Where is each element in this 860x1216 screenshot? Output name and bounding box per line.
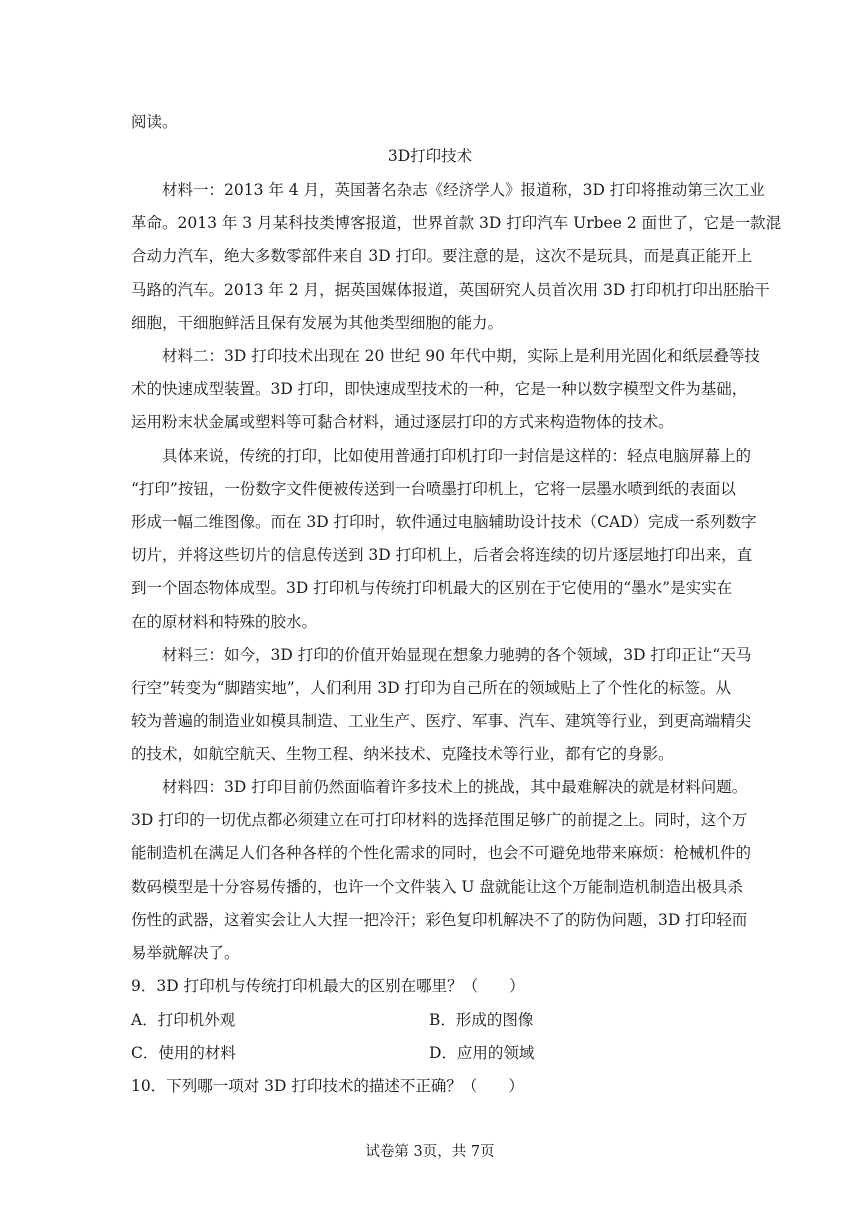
text-line: 细胞，干细胞鲜活且保有发展为其他类型细胞的能力。 — [131, 314, 504, 332]
text-line: 合动力汽车，绝大多数零部件来自 3D 打印。要注意的是，这次不是玩具，而是真正能开上 — [131, 247, 753, 265]
text-line: 较为普遍的制造业如模具制造、工业生产、医疗、军事、汽车、建筑等行业，到更高端精尖 — [131, 712, 752, 730]
text-line: 材料四：3D 打印目前仍然面临着许多技术上的挑战，其中最难解决的就是材料问题。 — [162, 778, 748, 796]
text-line: “打印”按钮，一份数字文件便被传送到一台喷墨打印机上，它将一层墨水喷到纸的表面以 — [131, 480, 736, 498]
text-line: 能制造机在满足人们各种各样的个性化需求的同时，也会不可避免地带来麻烦：枪械机件的 — [131, 844, 752, 862]
text-line: 具体来说，传统的打印，比如使用普通打印机打印一封信是这样的：轻点电脑屏幕上的 — [162, 447, 752, 465]
text-line: 运用粉末状金属或塑料等可黏合材料，通过逐层打印的方式来构造物体的技术。 — [131, 413, 674, 431]
page-footer: 试卷第 3页，共 7页 — [365, 1144, 495, 1160]
text-line: 伤性的武器，这着实会让人大捏一把冷汗；彩色复印机解决不了的防伪问题，3D 打印轻而 — [131, 911, 748, 929]
text-line: 数码模型是十分容易传播的，也许一个文件装入 U 盘就能让这个万能制造机制造出极具杀 — [131, 878, 743, 896]
question-stem: 10．下列哪一项对 3D 打印技术的描述不正确？（ ） — [131, 1077, 524, 1095]
option-a[interactable]: A．打印机外观 — [131, 1011, 236, 1029]
option-b[interactable]: B．形成的图像 — [429, 1011, 534, 1029]
text-line: 易举就解决了。 — [131, 944, 240, 962]
text-line: 的技术，如航空航天、生物工程、纳米技术、克隆技术等行业，都有它的身影。 — [131, 745, 674, 763]
text-line: 切片，并将这些切片的信息传送到 3D 打印机上，后者会将连续的切片逐层地打印出来，直 — [131, 546, 753, 564]
text-line: 材料二：3D 打印技术出现在 20 世纪 90 年代中期，实际上是利用光固化和纸层叠等技 — [162, 347, 760, 365]
text-line: 材料三：如今，3D 打印的价值开始显现在想象力驰骋的各个领域，3D 打印正让“天马 — [162, 646, 752, 664]
option-c[interactable]: C．使用的材料 — [131, 1044, 236, 1062]
option-d[interactable]: D．应用的领域 — [429, 1044, 535, 1062]
text-line: 到一个固态物体成型。3D 打印机与传统打印机最大的区别在于它使用的“墨水”是实实在 — [131, 579, 733, 597]
text-line: 马路的汽车。2013 年 2 月，据英国媒体报道，英国研究人员首次用 3D 打印机打印出胚胎干 — [131, 281, 770, 299]
text-line: 行空”转变为“脚踏实地”，人们利用 3D 打印为自己所在的领域贴上了个性化的标签。从 — [131, 679, 731, 697]
intro-text: 阅读。 — [131, 113, 178, 131]
text-line: 在的原材料和特殊的胶水。 — [131, 613, 318, 631]
text-line: 形成一幅二维图像。而在 3D 打印时，软件通过电脑辅助设计技术（CAD）完成一系列数字 — [131, 513, 757, 531]
text-line: 3D 打印的一切优点都必须建立在可打印材料的选择范围足够广的前提之上。同时，这个万 — [131, 811, 748, 829]
article-title: 3D打印技术 — [387, 147, 473, 165]
text-line: 材料一：2013 年 4 月，英国著名杂志《经济学人》报道称，3D 打印将推动第三次工业 — [162, 181, 765, 199]
text-line: 革命。2013 年 3 月某科技类博客报道，世界首款 3D 打印汽车 Urbee 2 面世了，它是一款混 — [131, 214, 782, 232]
text-line: 术的快速成型装置。3D 打印，即快速成型技术的一种，它是一种以数字模型文件为基础， — [131, 380, 748, 398]
question-stem: 9．3D 打印机与传统打印机最大的区别在哪里？（ ） — [131, 977, 525, 995]
